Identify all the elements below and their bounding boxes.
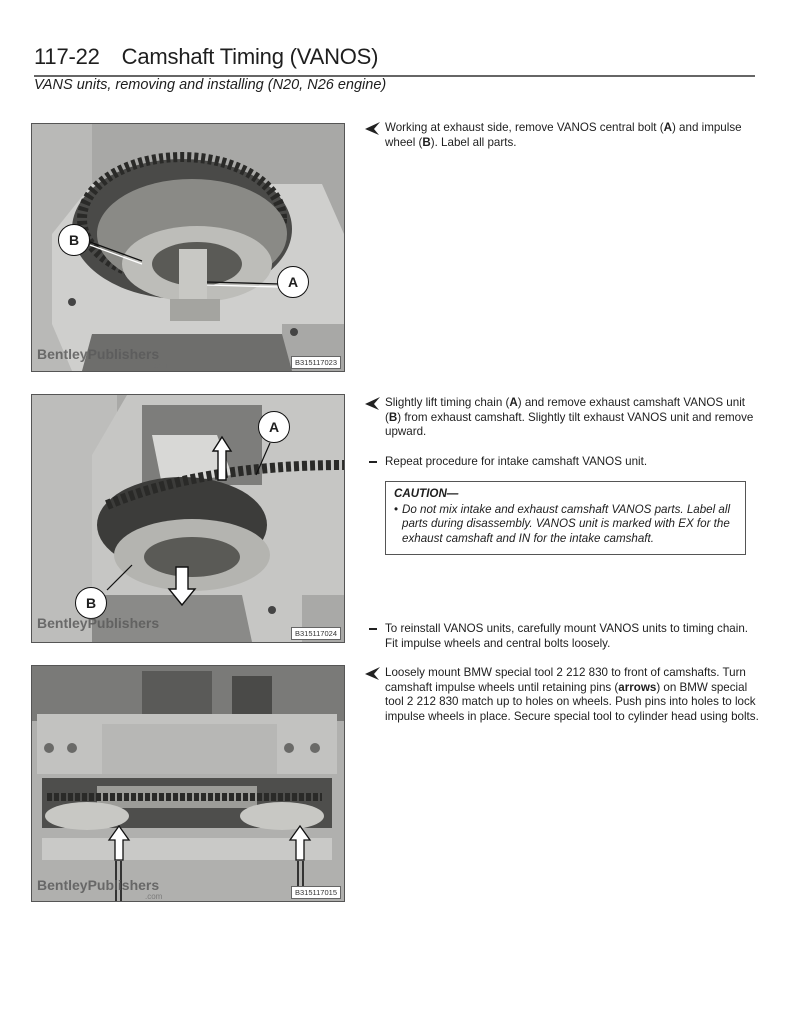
step-repeat-intake [365,455,760,470]
watermark: BentleyPublishers [37,346,160,362]
callout-a: A [258,411,290,443]
watermark: BentleyPublishers [37,877,160,893]
figure-id: B315117024 [291,627,341,640]
callout-b: B [75,587,107,619]
step-text: Slightly lift timing chain (A) and remove exhaust camshaft VANOS unit (B) from exhaust camshaft. Slightly tilt exhaust VANOS unit and remove upward. [385,396,754,438]
caution-box [385,481,746,555]
figure-id: B315117015 [291,886,341,899]
page-title [34,44,756,70]
page-number: 117-22 [34,44,100,69]
page-subtitle: VANS units, removing and installing (N20, N26 engine) [34,77,387,93]
pointer-arrow-icon [365,667,381,680]
caution-body: • Do not mix intake and exhaust camshaft VANOS parts. Label all parts during disassembly. VANOS unit is marked with EX for the exhaust camshaft and IN for the intake camshaft. [394,503,737,547]
step-text: Loosely mount BMW special tool 2 212 830 to front of camshafts. Turn camshaft impulse wheels until retaining pins (arrows) on BMW special tool 2 212 830 match up to holes on wheels. Push pins into holes to lock impulse wheels in place. Secure special tool to cylinder head using bolts. [385,666,759,723]
callout-a: A [277,266,309,298]
step-text: Working at exhaust side, remove VANOS central bolt (A) and impulse wheel (B). Label all parts. [385,121,742,149]
step-remove-central-bolt [365,121,760,150]
section-title: Camshaft Timing (VANOS) [121,44,379,69]
step-mount-special-tool [365,666,760,724]
watermark-suffix: .com [150,361,168,370]
watermark: BentleyPublishers [37,615,160,631]
figure-id: B315117023 [291,356,341,369]
page-header [34,44,756,93]
step-text: Repeat procedure for intake camshaft VANOS unit. [385,455,648,468]
watermark-suffix: .com [145,892,163,901]
figure-2-photo [31,394,345,643]
special-tool-mounted-image [32,666,344,901]
caution-title: CAUTION— [394,487,459,500]
step-reinstall-vanos [365,622,760,651]
dash-bullet-icon [369,461,377,463]
pointer-arrow-icon [365,122,381,135]
pointer-arrow-icon [365,397,381,410]
step-text: To reinstall VANOS units, carefully mount VANOS units to timing chain. Fit impulse wheels and central bolts loosely. [385,622,748,650]
callout-b: B [58,224,90,256]
figure-3-photo [31,665,345,902]
step-lift-timing-chain [365,396,760,440]
figure-1-photo [31,123,345,372]
dash-bullet-icon [369,628,377,630]
